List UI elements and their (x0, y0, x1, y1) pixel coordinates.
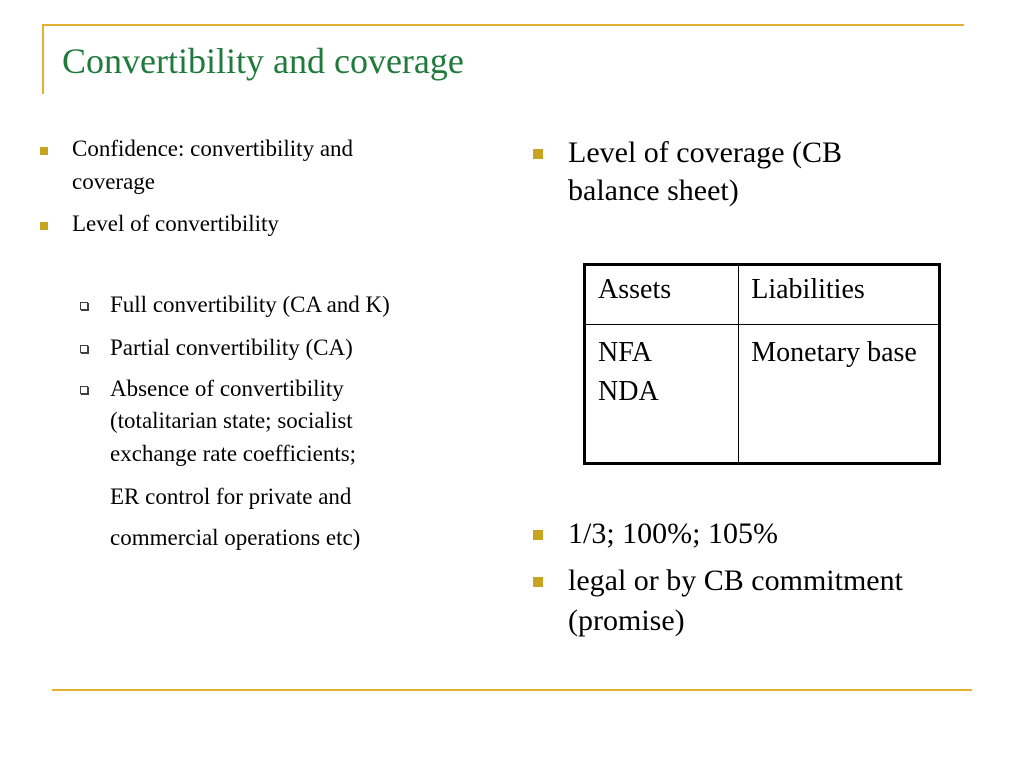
liabilities-cell (739, 325, 940, 464)
square-bullet-icon (533, 530, 543, 540)
asset-nfa: NFA (598, 337, 652, 368)
square-bullet-icon (40, 147, 48, 155)
sub-bullet-2-line-1: Partial convertibility (CA) (110, 335, 353, 360)
table-row (585, 325, 940, 464)
coverage-heading-line-2: balance sheet) (568, 174, 739, 207)
slide-frame-left-rule (42, 24, 44, 94)
hollow-square-bullet-icon (80, 345, 88, 353)
square-bullet-icon (40, 222, 48, 230)
hollow-square-bullet-icon (80, 302, 88, 310)
coverage-heading-line-1: Level of coverage (CB (568, 136, 843, 169)
continuation-line-2: commercial operations etc) (110, 525, 361, 550)
table-header-row (585, 265, 940, 325)
hollow-square-bullet-icon (80, 386, 88, 394)
left-bullet-2-line-1: Level of convertibility (72, 211, 279, 236)
assets-header: Assets (585, 265, 739, 325)
square-bullet-icon (533, 577, 543, 587)
legal-commitment-line-2: (promise) (568, 604, 685, 637)
sub-bullet-3-line-3: exchange rate coefficients; (110, 441, 357, 466)
liabilities-header: Liabilities (739, 265, 940, 325)
slide-title: Convertibility and coverage (62, 41, 464, 81)
balance-sheet-table (583, 263, 941, 465)
sub-bullet-1-line-1: Full convertibility (CA and K) (110, 292, 390, 317)
asset-nda: NDA (598, 376, 659, 407)
slide-frame-bottom-rule (52, 689, 972, 691)
slide-frame-top-rule (42, 24, 964, 26)
continuation-line-1: ER control for private and (110, 484, 352, 509)
assets-cell (585, 325, 739, 464)
liability-monetary-base: Monetary base (751, 337, 917, 368)
square-bullet-icon (533, 149, 543, 159)
legal-commitment-line-1: legal or by CB commitment (568, 564, 903, 597)
sub-bullet-3-line-1: Absence of convertibility (110, 376, 344, 401)
left-bullet-1-line-2: coverage (72, 169, 155, 194)
left-bullet-1-line-1: Confidence: convertibility and (72, 136, 354, 161)
sub-bullet-3-line-2: (totalitarian state; socialist (110, 408, 353, 433)
coverage-ratios: 1/3; 100%; 105% (568, 517, 778, 550)
